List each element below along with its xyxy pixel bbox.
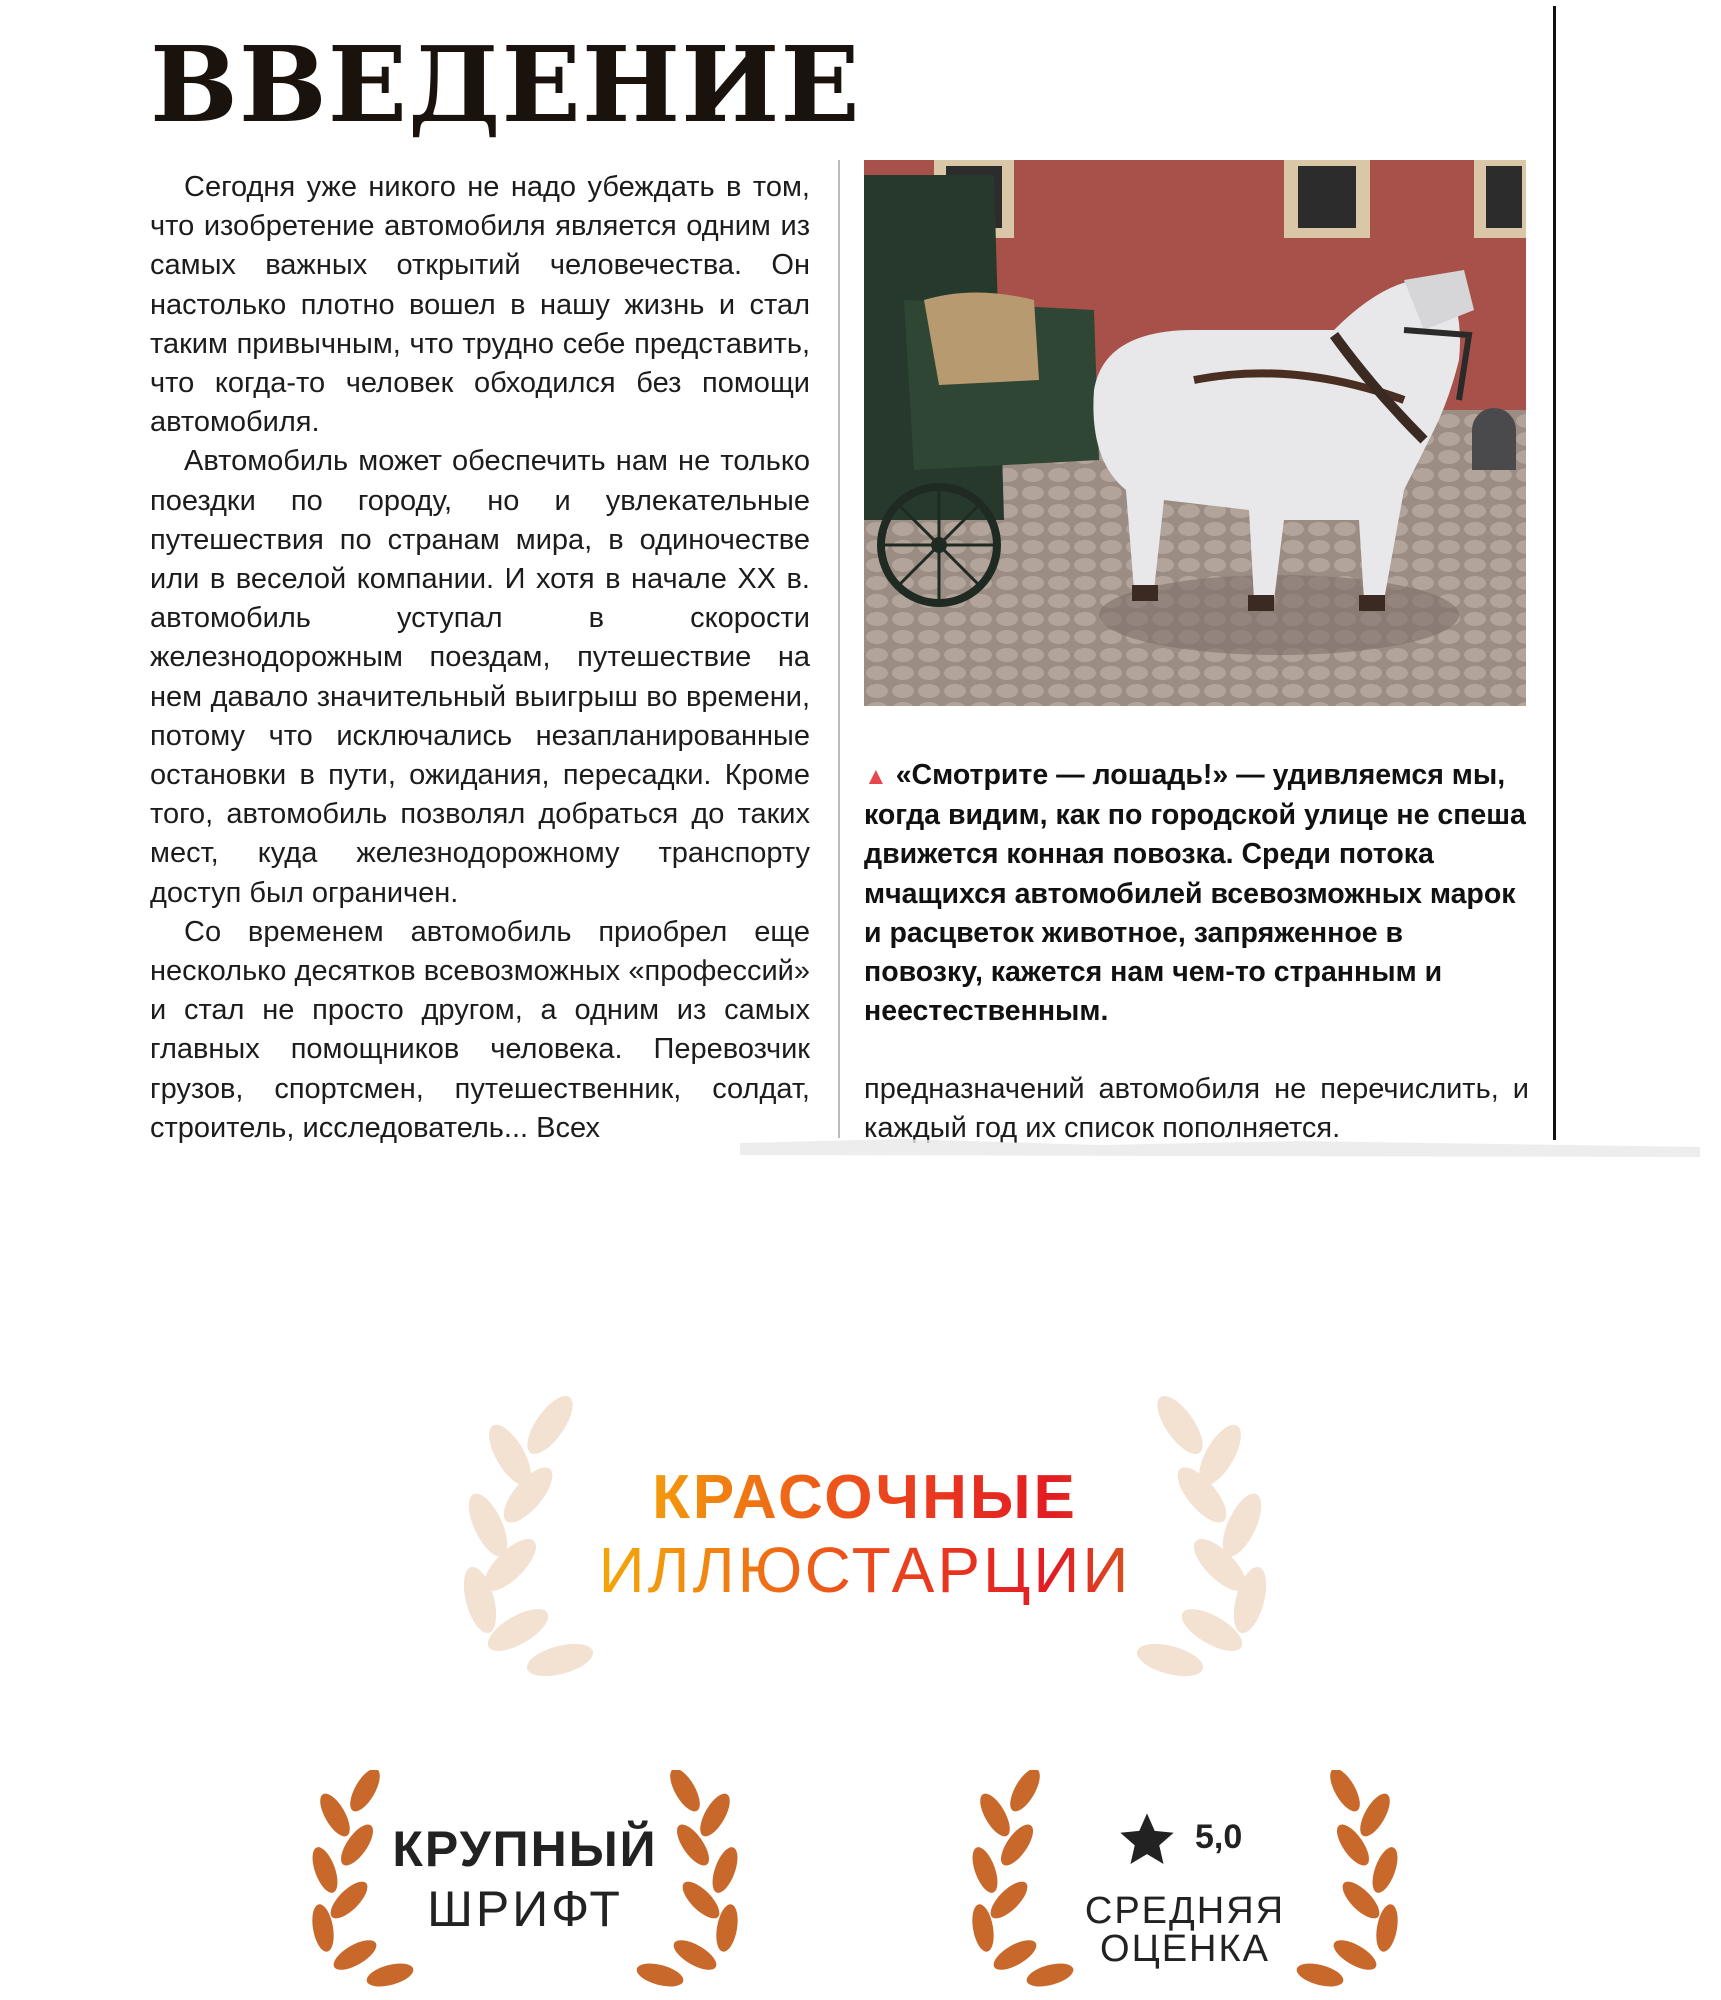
triangle-marker-icon: ▲ — [864, 763, 888, 790]
column-divider — [838, 160, 840, 1138]
promo-title — [440, 1462, 1290, 1606]
badge-title: КРУПНЫЙ — [392, 1821, 658, 1877]
badge-large-font — [305, 1770, 745, 1990]
torn-edge — [0, 1135, 1721, 1165]
badge-average-rating — [965, 1770, 1405, 1990]
paragraph: Автомобиль может обеспечить нам не только поездки по городу, но и увлекательные путешествия по странам мира, в одиночестве или в веселой компании. И хотя в начале XX в. автомобиль уступал в скорости железнодорожным поездам, путешествие на нем давало значительный выигрыш во времени, потому что исключались незапланированные остановки в пути, ожидания, пересадки. Кроме того, автомобиль позволял добраться до таких мест, куда железнодорожному транспорту доступ был ограничен. — [150, 445, 810, 909]
left-column — [150, 168, 810, 1148]
promo-line-2: ИЛЛЮСТАРЦИИ — [440, 1534, 1290, 1606]
paragraph: Со временем автомобиль приобрел еще несколько десятков всевозможных «профессий» и стал не просто другом, а одним из самых главных помощников человека. Перевозчик грузов, спортсмен, путешественник, солдат, строитель, исследователь... Всех — [150, 915, 810, 1144]
horse-carriage-photo — [864, 160, 1526, 706]
page-edge-rule — [1553, 6, 1556, 1140]
photo-caption — [864, 756, 1529, 1031]
badge-title: СРЕДНЯЯ — [1084, 1890, 1286, 1932]
page-title: ВВЕДЕНИЕ — [150, 23, 861, 146]
paragraph: предназначений автомобиля не перечислить, и каждый год их список пополняется. — [864, 1073, 1529, 1144]
badge-subtitle: ШРИФТ — [427, 1881, 623, 1937]
rating-score: 5,0 — [1195, 1818, 1243, 1856]
promo-line-1: КРАСОЧНЫЕ — [440, 1462, 1290, 1534]
caption-text: «Смотрите — лошадь!» — удивляемся мы, когда видим, как по городской улице не спеша движется конная повозка. Среди потока мчащихся автомобилей всевозможных марок и расцветок животное, запряженное в повозку, кажется нам чем-то странным и неестественным. — [864, 759, 1526, 1028]
badge-subtitle: ОЦЕНКА — [1100, 1928, 1270, 1970]
promo-colorful-illustrations — [440, 1385, 1290, 1685]
paragraph: Сегодня уже никого не надо убеждать в том, что изобретение автомобиля является одним из самых важных открытий человечества. Он настолько плотно вошел в нашу жизнь и стал таким привычным, что трудно себе представить, что когда-то человек обходился без помощи автомобиля. — [150, 171, 810, 439]
star-icon — [1115, 1808, 1179, 1872]
